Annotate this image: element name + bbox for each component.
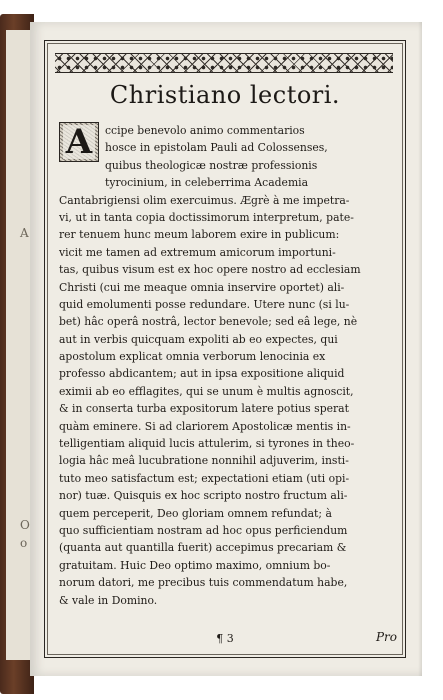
text-line: tuto meo satisfactum est; expectationi etiam (uti opi- [59, 471, 350, 485]
text-line: (quanta aut quantilla fuerit) accepimus precariam & [59, 541, 347, 555]
text-line: hosce in epistolam Pauli ad Colossenses, [105, 141, 328, 155]
text-line: rer tenuem hunc meum laborem exire in publicum: [59, 228, 340, 242]
body-text [59, 122, 391, 609]
text-line: norum datori, me precibus tuis commendatum habe, [59, 576, 348, 590]
text-line: nor) tuæ. Quisquis ex hoc scripto nostro fructum ali- [59, 489, 348, 503]
text-line: Christi (cui me meaque omnia inservire oportet) ali- [59, 280, 345, 294]
text-line: quo sufficientiam nostram ad hoc opus perficiendum [59, 523, 348, 537]
text-line: Cantabrigiensi olim exercuimus. Ægrè à me impetra- [59, 193, 350, 207]
text-line: tyrocinium, in celeberrima Academia [105, 176, 309, 190]
page-edge-shadow [418, 22, 422, 676]
signature-mark: ¶ 3 [216, 632, 234, 645]
text-line: ccipe benevolo animo commentarios [105, 124, 305, 137]
text-line: quibus theologicæ nostræ professionis [105, 158, 318, 172]
text-line: bet) hâc operâ nostrâ, lector benevole; sed eâ lege, nè [59, 315, 358, 329]
text-line: eximii ab eo efflagites, qui se unum è multis agnoscit, [59, 384, 354, 398]
previous-page-fragment: O [20, 518, 30, 532]
text-line: telligentiam aliquid lucis attulerim, si tyrones in theo- [59, 437, 355, 451]
text-line: quid emolumenti posse redundare. Utere nunc (si lu- [59, 297, 350, 311]
catchword: Pro [375, 630, 397, 644]
initial-letter: A [63, 125, 95, 159]
text-line: professo abdicantem; aut in ipsa expositione aliquid [59, 367, 345, 381]
text-line: apostolum explicat omnia verborum lenocinia ex [59, 350, 326, 364]
text-line: vicit me tamen ad extremum amicorum importuni- [59, 245, 336, 259]
text-line: logia hâc meâ lucubratione nonnihil adjuverim, insti- [59, 454, 349, 468]
previous-page-fragment: o [20, 536, 28, 550]
text-line: aut in verbis quicquam expoliti ab eo expectes, qui [59, 332, 338, 346]
text-line: quàm eminere. Si ad clariorem Apostolicæ mentis in- [59, 419, 351, 433]
decorated-initial [59, 122, 99, 162]
text-line: gratuitam. Huic Deo optimo maximo, omnium bo- [59, 558, 331, 572]
text-line: vi, ut in tanta copia doctissimorum interpretum, pate- [59, 210, 354, 224]
ornamental-headpiece [55, 53, 393, 73]
text-line: & vale in Domino. [59, 593, 158, 607]
page-title: Christiano lectori. [109, 81, 341, 109]
book-page [30, 22, 422, 676]
text-line: & in conserta turba expositorum latere potius sperat [59, 402, 349, 416]
previous-page-fragment: A [20, 226, 29, 240]
text-line: tas, quibus visum est ex hoc opere nostro ad ecclesiam [59, 263, 361, 277]
text-line: quem perceperit, Deo gloriam omnem refundat; à [59, 506, 332, 520]
page-border-frame [44, 40, 406, 658]
